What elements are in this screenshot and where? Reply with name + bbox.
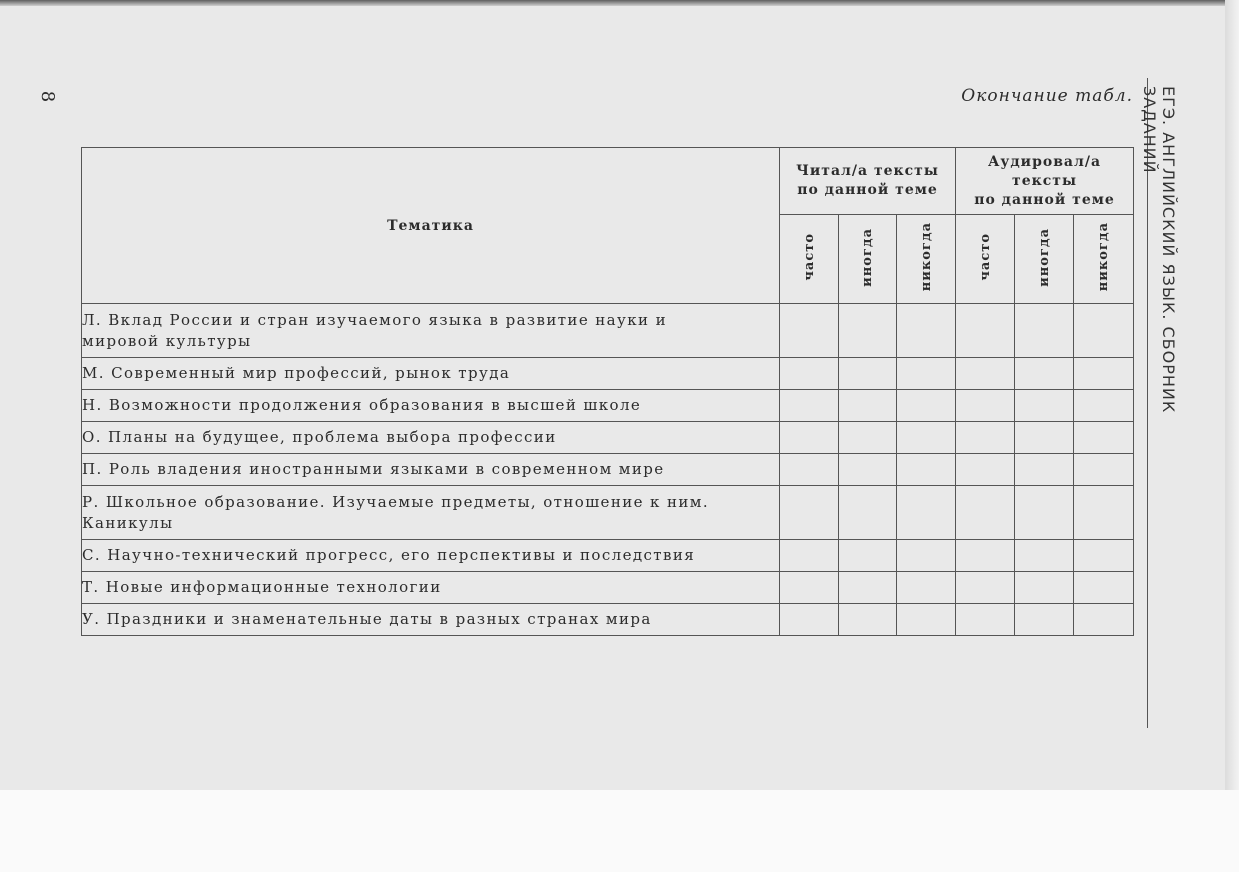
frequency-mark-cell[interactable]	[1015, 540, 1074, 572]
listen-group-header	[956, 148, 1134, 215]
frequency-mark-cell[interactable]	[1074, 486, 1134, 540]
read-group-header	[780, 148, 956, 215]
frequency-mark-cell[interactable]	[780, 604, 839, 636]
frequency-mark-cell[interactable]	[1015, 304, 1074, 358]
table-row	[82, 540, 1134, 572]
topic-text: мировой культуры	[82, 331, 252, 350]
frequency-mark-cell[interactable]	[1015, 486, 1074, 540]
read-never-header	[897, 215, 956, 304]
listen-often-header	[956, 215, 1015, 304]
read-header-line: по данной теме	[797, 182, 938, 198]
topic-cell	[82, 572, 780, 604]
freq-label: иногда	[1036, 227, 1052, 287]
table-row	[82, 390, 1134, 422]
topic-cell	[82, 454, 780, 486]
frequency-mark-cell[interactable]	[956, 540, 1015, 572]
frequency-mark-cell[interactable]	[1074, 422, 1134, 454]
scan-bottom-margin	[0, 790, 1239, 872]
frequency-mark-cell[interactable]	[897, 572, 956, 604]
topic-text: О. Планы на будущее, проблема выбора профессии	[82, 428, 557, 446]
frequency-mark-cell[interactable]	[780, 572, 839, 604]
frequency-mark-cell[interactable]	[956, 604, 1015, 636]
topics-table	[81, 147, 1134, 636]
table-row	[82, 422, 1134, 454]
listen-header-line: по данной теме	[974, 191, 1115, 208]
frequency-mark-cell[interactable]	[839, 604, 897, 636]
scan-top-edge	[0, 0, 1239, 6]
table-row	[82, 604, 1134, 636]
topic-text: Т. Новые информационные технологии	[82, 578, 442, 596]
frequency-mark-cell[interactable]	[1015, 604, 1074, 636]
frequency-mark-cell[interactable]	[1074, 572, 1134, 604]
topic-column-header	[82, 148, 780, 304]
frequency-mark-cell[interactable]	[839, 358, 897, 390]
frequency-mark-cell[interactable]	[1074, 304, 1134, 358]
frequency-mark-cell[interactable]	[1074, 604, 1134, 636]
frequency-mark-cell[interactable]	[897, 604, 956, 636]
frequency-mark-cell[interactable]	[956, 572, 1015, 604]
frequency-mark-cell[interactable]	[897, 486, 956, 540]
frequency-mark-cell[interactable]	[956, 454, 1015, 486]
frequency-mark-cell[interactable]	[897, 358, 956, 390]
freq-label: никогда	[1096, 222, 1112, 292]
frequency-mark-cell[interactable]	[956, 486, 1015, 540]
frequency-mark-cell[interactable]	[839, 422, 897, 454]
frequency-mark-cell[interactable]	[1015, 358, 1074, 390]
table-row	[82, 572, 1134, 604]
frequency-mark-cell[interactable]	[1015, 572, 1074, 604]
read-often-header	[780, 215, 839, 304]
table-row	[82, 358, 1134, 390]
topic-cell	[82, 540, 780, 572]
frequency-mark-cell[interactable]	[1015, 390, 1074, 422]
frequency-mark-cell[interactable]	[956, 390, 1015, 422]
topic-cell	[82, 304, 780, 358]
frequency-mark-cell[interactable]	[897, 304, 956, 358]
listen-never-header	[1074, 215, 1134, 304]
listen-header-line: тексты	[1012, 172, 1077, 189]
page-number: 8	[37, 90, 59, 103]
frequency-mark-cell[interactable]	[956, 304, 1015, 358]
frequency-mark-cell[interactable]	[780, 358, 839, 390]
table-row	[82, 304, 1134, 358]
frequency-mark-cell[interactable]	[839, 304, 897, 358]
side-divider	[1147, 78, 1148, 728]
frequency-mark-cell[interactable]	[780, 454, 839, 486]
read-sometimes-header	[839, 215, 897, 304]
topic-cell	[82, 486, 780, 540]
frequency-mark-cell[interactable]	[897, 454, 956, 486]
topic-cell	[82, 422, 780, 454]
topic-text: Н. Возможности продолжения образования в высшей школе	[82, 396, 642, 414]
frequency-mark-cell[interactable]	[780, 422, 839, 454]
topic-text: М. Современный мир профессий, рынок труда	[82, 364, 511, 382]
freq-label: часто	[977, 233, 993, 281]
frequency-mark-cell[interactable]	[839, 454, 897, 486]
frequency-mark-cell[interactable]	[780, 486, 839, 540]
topic-text: Р. Школьное образование. Изучаемые предметы, отношение к ним.	[82, 492, 710, 511]
frequency-mark-cell[interactable]	[839, 390, 897, 422]
topic-text: Л. Вклад России и стран изучаемого языка в развитие науки и	[82, 310, 667, 329]
frequency-mark-cell[interactable]	[956, 358, 1015, 390]
topic-text: У. Праздники и знаменательные даты в разных странах мира	[82, 610, 652, 628]
listen-sometimes-header	[1015, 215, 1074, 304]
frequency-mark-cell[interactable]	[839, 540, 897, 572]
scan-right-edge	[1225, 0, 1239, 790]
frequency-mark-cell[interactable]	[1074, 540, 1134, 572]
topic-cell	[82, 604, 780, 636]
listen-header-line: Аудировал/а	[987, 153, 1102, 170]
frequency-mark-cell[interactable]	[839, 572, 897, 604]
side-running-title: ЕГЭ. АНГЛИЙСКИЙ ЯЗЫК. СБОРНИК ЗАДАНИЙ	[1140, 86, 1178, 414]
topic-text: С. Научно-технический прогресс, его перспективы и последствия	[82, 546, 696, 564]
frequency-mark-cell[interactable]	[1015, 422, 1074, 454]
table-row	[82, 486, 1134, 540]
freq-label: никогда	[918, 222, 934, 292]
frequency-mark-cell[interactable]	[780, 390, 839, 422]
continuation-label: Окончание табл.	[961, 86, 1133, 106]
topic-text: Каникулы	[82, 513, 174, 532]
frequency-mark-cell[interactable]	[780, 304, 839, 358]
frequency-mark-cell[interactable]	[1074, 358, 1134, 390]
table-row	[82, 454, 1134, 486]
freq-label: часто	[801, 233, 817, 281]
read-header-line: Читал/а тексты	[796, 163, 939, 179]
frequency-mark-cell[interactable]	[1015, 454, 1074, 486]
frequency-mark-cell[interactable]	[1074, 390, 1134, 422]
topic-header-label: Тематика	[387, 217, 474, 234]
frequency-mark-cell[interactable]	[956, 422, 1015, 454]
frequency-mark-cell[interactable]	[1074, 454, 1134, 486]
frequency-mark-cell[interactable]	[897, 422, 956, 454]
frequency-mark-cell[interactable]	[839, 486, 897, 540]
topic-cell	[82, 390, 780, 422]
frequency-mark-cell[interactable]	[897, 390, 956, 422]
topic-cell	[82, 358, 780, 390]
topic-text: П. Роль владения иностранными языками в современном мире	[82, 460, 665, 478]
frequency-mark-cell[interactable]	[780, 540, 839, 572]
freq-label: иногда	[860, 227, 875, 287]
frequency-mark-cell[interactable]	[897, 540, 956, 572]
